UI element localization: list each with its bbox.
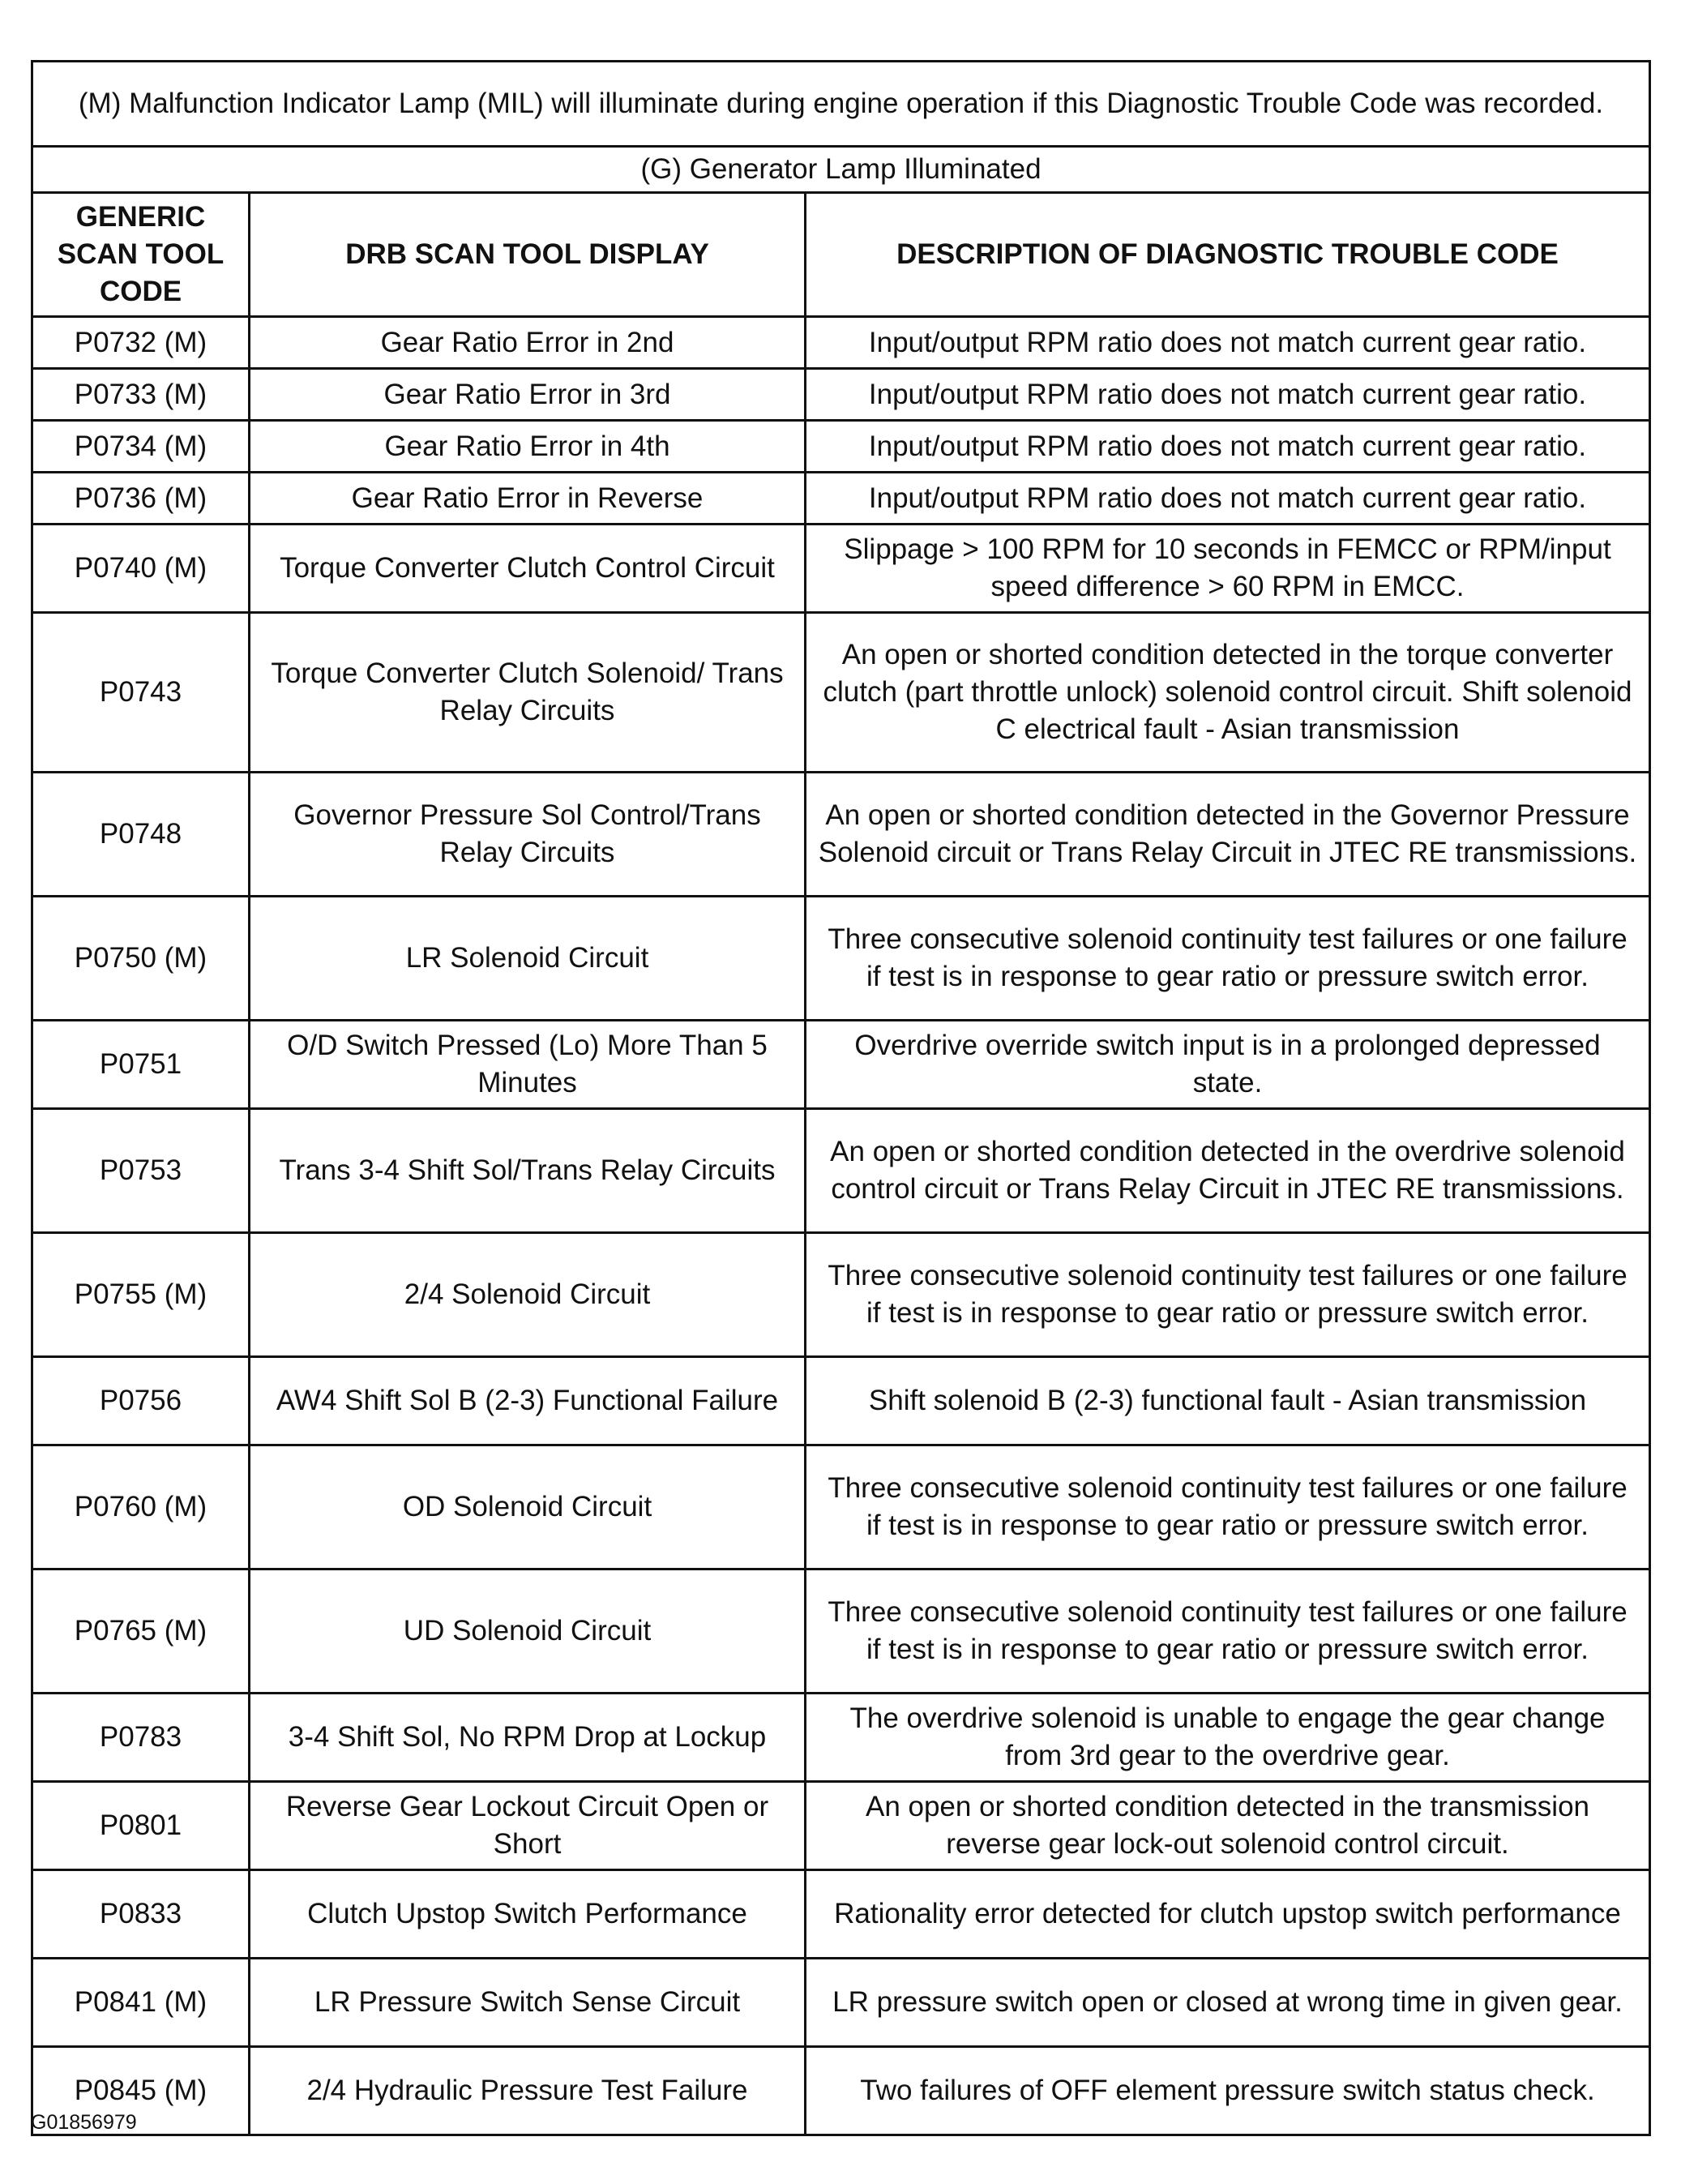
table-row — [32, 473, 1650, 525]
table-row — [32, 1959, 1650, 2047]
table-row — [32, 1694, 1650, 1782]
table-row — [32, 2047, 1650, 2135]
code-cell: P0755 (M) — [32, 1233, 250, 1357]
table-row — [32, 421, 1650, 473]
code-cell: P0845 (M) — [32, 2047, 250, 2135]
description-cell: Input/output RPM ratio does not match current gear ratio. — [806, 317, 1650, 369]
drb-display-cell: Gear Ratio Error in 2nd — [250, 317, 806, 369]
dtc-table-body — [32, 62, 1650, 2135]
description-cell: Rationality error detected for clutch upstop switch performance — [806, 1870, 1650, 1959]
table-row — [32, 897, 1650, 1021]
header-description: DESCRIPTION OF DIAGNOSTIC TROUBLE CODE — [806, 193, 1650, 317]
header-row — [32, 193, 1650, 317]
header-generic-code: GENERIC SCAN TOOL CODE — [32, 193, 250, 317]
table-row — [32, 1357, 1650, 1445]
code-cell: P0740 (M) — [32, 525, 250, 613]
description-cell: Three consecutive solenoid continuity test failures or one failure if test is in response to gear ratio or pressure switch error. — [806, 1233, 1650, 1357]
table-row — [32, 369, 1650, 421]
description-cell: Input/output RPM ratio does not match current gear ratio. — [806, 421, 1650, 473]
table-row — [32, 525, 1650, 613]
code-cell: P0783 — [32, 1694, 250, 1782]
drb-display-cell: LR Solenoid Circuit — [250, 897, 806, 1021]
description-cell: An open or shorted condition detected in the torque converter clutch (part throttle unlock) solenoid control circuit. Shift solenoid C electrical fault - Asian transmission — [806, 613, 1650, 773]
generator-note: (G) Generator Lamp Illuminated — [32, 147, 1650, 193]
description-cell: An open or shorted condition detected in the transmission reverse gear lock-out solenoid control circuit. — [806, 1782, 1650, 1870]
drb-display-cell: LR Pressure Switch Sense Circuit — [250, 1959, 806, 2047]
code-cell: P0751 — [32, 1021, 250, 1109]
drb-display-cell: 2/4 Hydraulic Pressure Test Failure — [250, 2047, 806, 2135]
description-cell: Three consecutive solenoid continuity test failures or one failure if test is in response to gear ratio or pressure switch error. — [806, 1445, 1650, 1569]
table-row — [32, 317, 1650, 369]
table-row — [32, 613, 1650, 773]
description-cell: Shift solenoid B (2-3) functional fault - Asian transmission — [806, 1357, 1650, 1445]
description-cell: Two failures of OFF element pressure switch status check. — [806, 2047, 1650, 2135]
mil-note-row — [32, 62, 1650, 147]
code-cell: P0765 (M) — [32, 1569, 250, 1694]
code-cell: P0753 — [32, 1109, 250, 1233]
code-cell: P0736 (M) — [32, 473, 250, 525]
description-cell: Three consecutive solenoid continuity test failures or one failure if test is in response to gear ratio or pressure switch error. — [806, 897, 1650, 1021]
drb-display-cell: Trans 3-4 Shift Sol/Trans Relay Circuits — [250, 1109, 806, 1233]
description-cell: Input/output RPM ratio does not match current gear ratio. — [806, 369, 1650, 421]
table-row — [32, 1782, 1650, 1870]
code-cell: P0734 (M) — [32, 421, 250, 473]
description-cell: Overdrive override switch input is in a prolonged depressed state. — [806, 1021, 1650, 1109]
code-cell: P0801 — [32, 1782, 250, 1870]
description-cell: Input/output RPM ratio does not match current gear ratio. — [806, 473, 1650, 525]
code-cell: P0833 — [32, 1870, 250, 1959]
drb-display-cell: OD Solenoid Circuit — [250, 1445, 806, 1569]
drb-display-cell: Governor Pressure Sol Control/Trans Relay Circuits — [250, 773, 806, 897]
table-row — [32, 1870, 1650, 1959]
figure-id: G01856979 — [31, 2111, 137, 2134]
table-row — [32, 1445, 1650, 1569]
table-row — [32, 1233, 1650, 1357]
drb-display-cell: Torque Converter Clutch Solenoid/ Trans Relay Circuits — [250, 613, 806, 773]
code-cell: P0743 — [32, 613, 250, 773]
code-cell: P0841 (M) — [32, 1959, 250, 2047]
table-row — [32, 1021, 1650, 1109]
table-row — [32, 1569, 1650, 1694]
code-cell: P0756 — [32, 1357, 250, 1445]
description-cell: An open or shorted condition detected in the Governor Pressure Solenoid circuit or Trans Relay Circuit in JTEC RE transmissions. — [806, 773, 1650, 897]
code-cell: P0733 (M) — [32, 369, 250, 421]
drb-display-cell: UD Solenoid Circuit — [250, 1569, 806, 1694]
drb-display-cell: Clutch Upstop Switch Performance — [250, 1870, 806, 1959]
description-cell: Three consecutive solenoid continuity test failures or one failure if test is in response to gear ratio or pressure switch error. — [806, 1569, 1650, 1694]
description-cell: The overdrive solenoid is unable to engage the gear change from 3rd gear to the overdrive gear. — [806, 1694, 1650, 1782]
generator-note-row — [32, 147, 1650, 193]
drb-display-cell: 3-4 Shift Sol, No RPM Drop at Lockup — [250, 1694, 806, 1782]
dtc-table — [31, 60, 1651, 2136]
code-cell: P0760 (M) — [32, 1445, 250, 1569]
drb-display-cell: AW4 Shift Sol B (2-3) Functional Failure — [250, 1357, 806, 1445]
mil-note: (M) Malfunction Indicator Lamp (MIL) will illuminate during engine operation if this Diagnostic Trouble Code was recorded. — [32, 62, 1650, 147]
drb-display-cell: Gear Ratio Error in 4th — [250, 421, 806, 473]
drb-display-cell: Torque Converter Clutch Control Circuit — [250, 525, 806, 613]
header-drb-display: DRB SCAN TOOL DISPLAY — [250, 193, 806, 317]
description-cell: LR pressure switch open or closed at wrong time in given gear. — [806, 1959, 1650, 2047]
drb-display-cell: Gear Ratio Error in Reverse — [250, 473, 806, 525]
table-row — [32, 1109, 1650, 1233]
table-row — [32, 773, 1650, 897]
code-cell: P0748 — [32, 773, 250, 897]
drb-display-cell: O/D Switch Pressed (Lo) More Than 5 Minutes — [250, 1021, 806, 1109]
code-cell: P0750 (M) — [32, 897, 250, 1021]
description-cell: Slippage > 100 RPM for 10 seconds in FEMCC or RPM/input speed difference > 60 RPM in EMCC. — [806, 525, 1650, 613]
description-cell: An open or shorted condition detected in the overdrive solenoid control circuit or Trans Relay Circuit in JTEC RE transmissions. — [806, 1109, 1650, 1233]
code-cell: P0732 (M) — [32, 317, 250, 369]
drb-display-cell: Gear Ratio Error in 3rd — [250, 369, 806, 421]
drb-display-cell: Reverse Gear Lockout Circuit Open or Short — [250, 1782, 806, 1870]
drb-display-cell: 2/4 Solenoid Circuit — [250, 1233, 806, 1357]
